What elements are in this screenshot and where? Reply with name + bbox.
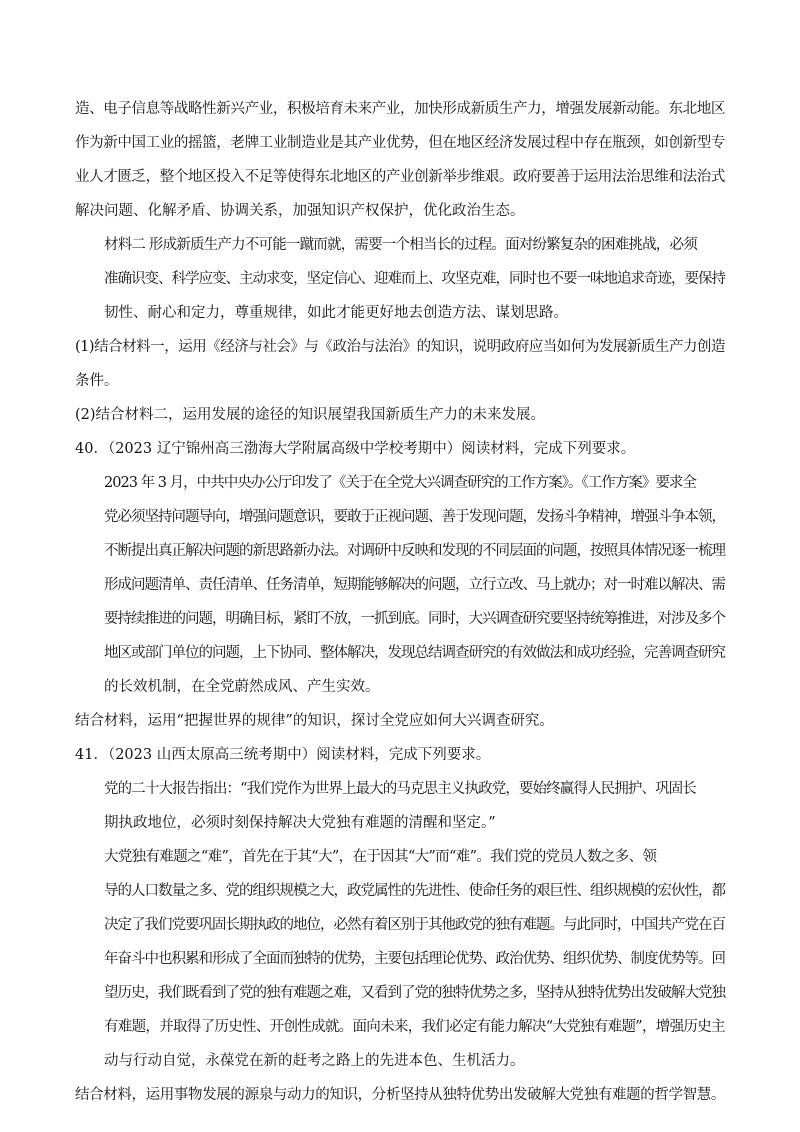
document-page: [75, 92, 725, 1112]
text-line: (2)结合材料二，运用发展的途径的知识展望我国新质生产力的未来发展。: [75, 407, 546, 423]
text-line: 作为新中国工业的摇篮，老牌工业制造业是其产业优势，但在地区经济发展过程中存在瓶颈，如创新型专: [75, 135, 725, 151]
text-line: (1)结合材料一，运用《经济与社会》与《政治与法治》的知识，说明政府应当如何为发展新质生产力创造: [75, 339, 726, 355]
text-line: 导的人口数量之多、党的组织规模之大，政党属性的先进性、使命任务的艰巨性、组织规模的宏伙性，都: [104, 883, 725, 899]
text-line: 韧性、耐心和定力，尊重规律，如此才能更好地去创造方法、谋划思路。: [104, 305, 568, 321]
text-line: 党必须坚持问题导向，增强问题意识，要敢于正视问题、善于发现问题，发扬斗争精神，增强斗争本领，: [104, 509, 725, 525]
text-line: 地区或部门单位的问题，上下协同、整体解决，发现总结调查研究的有效做法和成功经验，完善调查研究: [104, 645, 725, 661]
text-line: 41．（2023 山西太原高三统考期中）阅读材料，完成下列要求。: [75, 747, 491, 763]
question-41-material-paragraph: [75, 840, 725, 1078]
text-line: 的长效机制，在全党蔚然成风、产生实效。: [104, 679, 380, 695]
text-line: 40．（2023 辽宁锦州高三渤海大学附属高级中学校考期中）阅读材料，完成下列要求。: [75, 441, 636, 457]
text-line: 望历史，我们既看到了党的独有难题之难，又看到了党的独特优势之多，坚持从独特优势出发破解大党独: [104, 985, 725, 1001]
text-line: 业人才匮乏，整个地区投入不足等使得东北地区的产业创新举步维艰。政府要善于运用法治思维和法治式: [75, 169, 725, 185]
question-41-quote-paragraph: [75, 772, 725, 840]
text-line: 结合材料，运用事物发展的源泉与动力的知识，分析坚持从独特优势出发破解大党独有难题的哲学智慧。: [75, 1087, 725, 1103]
text-line: 动与行动自觉，永葆党在新的赶考之路上的先进本色、生机活力。: [104, 1053, 525, 1069]
material-one-continuation-paragraph: [75, 92, 725, 228]
text-line: 有难题，并取得了历史性、开创性成就。面向未来，我们必定有能力解决“大党独有难题”，增强历史主: [104, 1019, 725, 1035]
text-line: 期执政地位，必须时刻保持解决大党独有难题的清醒和坚定。”: [104, 815, 496, 831]
text-line: 不断提出真正解决问题的新思路新办法。对调研中反映和发现的不同层面的问题，按照具体情况逐一梳理: [104, 543, 725, 559]
question-40-prompt-paragraph: [75, 704, 725, 738]
text-line: 2023 年 3 月，中共中央办公厅印发了《关于在全党大兴调查研究的工作方案》。《工作方案》要求全: [104, 475, 696, 491]
text-line: 造、电子信息等战略性新兴产业，积极培育未来产业，加快形成新质生产力，增强发展新动能。东北地区: [75, 101, 725, 117]
question-41-header-paragraph: [75, 738, 725, 772]
text-line: 解决问题、化解矛盾、协调关系，加强知识产权保护，优化政治生态。: [75, 203, 525, 219]
text-line: 条件。: [75, 373, 119, 389]
question-40-header-paragraph: [75, 432, 725, 466]
question-40-material-paragraph: [75, 466, 725, 704]
text-line: 大党独有难题之“难”，首先在于其“大”，在于因其“大”而“难”。我们党的党员人数之多、领: [104, 849, 657, 865]
question-39-2-paragraph: [75, 398, 725, 432]
text-line: 年奋斗中也积累和形成了全面而独特的优势，主要包括理论优势、政治优势、组织优势、制度优势等。回: [104, 951, 725, 967]
text-line: 党的二十大报告指出：“我们党作为世界上最大的马克思主义执政党，要始终赢得人民拥护、巩固长: [104, 781, 696, 797]
text-line: 结合材料，运用“把握世界的规律”的知识，探讨全党应如何大兴调查研究。: [75, 713, 554, 729]
material-two-paragraph: [75, 228, 725, 330]
question-39-1-paragraph: [75, 330, 725, 398]
text-line: 形成问题清单、责任清单、任务清单，短期能够解决的问题，立行立改、马上就办；对一时难以解决、需: [104, 577, 725, 593]
text-line: 要持续推进的问题，明确目标，紧盯不放，一抓到底。同时，大兴调查研究要坚持统筹推进，对涉及多个: [104, 611, 725, 627]
text-line: 准确识变、科学应变、主动求变，坚定信心、迎难而上、攻坚克难，同时也不要一味地追求奇迹，要保持: [104, 271, 725, 287]
document-body: [75, 92, 725, 1112]
text-line: 决定了我们党要巩固长期执政的地位，必然有着区别于其他政党的独有难题。与此同时，中国共产党在百: [104, 917, 725, 933]
question-41-prompt-paragraph: [75, 1078, 725, 1112]
text-line: 材料二 形成新质生产力不可能一蹴而就，需要一个相当长的过程。面对纷繁复杂的困难挑战，必须: [104, 237, 697, 253]
